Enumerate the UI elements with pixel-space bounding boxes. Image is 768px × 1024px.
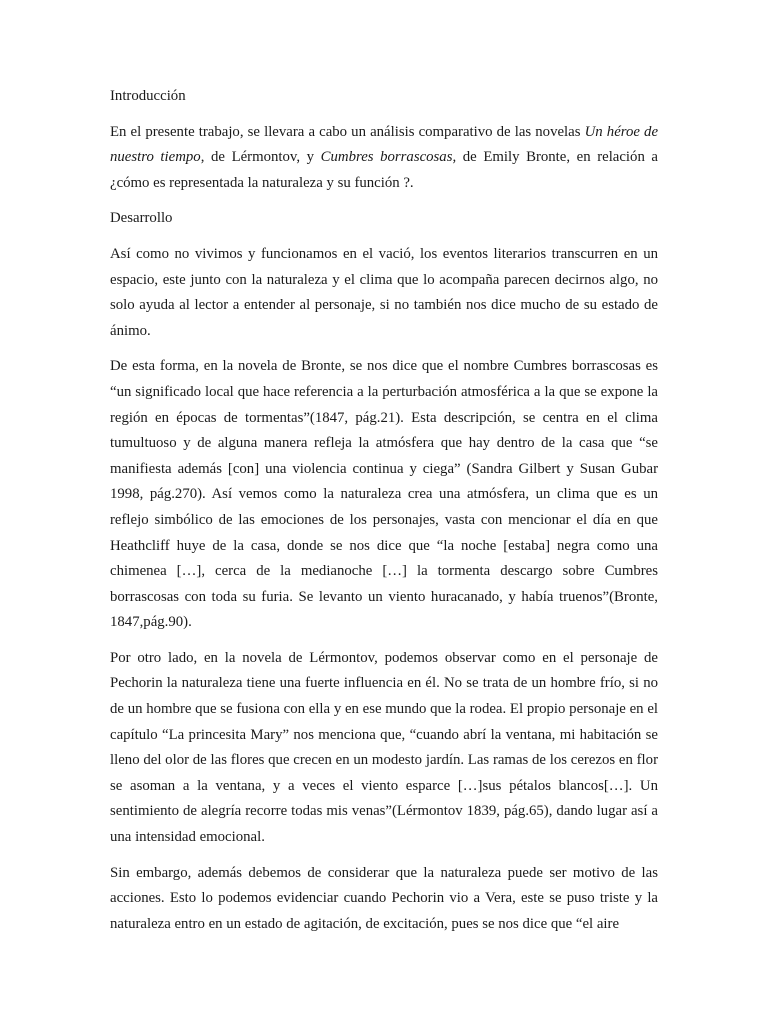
document-page: [110, 84, 658, 947]
body-paragraph-3: Por otro lado, en la novela de Lérmontov, podemos observar como en el personaje de Pechorin la naturaleza tiene una fuerte influencia en él. No se trata de un hombre frío, si no de un hombre que se fusiona con ella y en ese mundo que la rodea. El propio personaje en el capítulo “La princesita Mary” nos menciona que, “cuando abrí la ventana, mi habitación se lleno del olor de las flores que crecen en un modesto jardín. Las ramas de los cerezos en flor se asoman a la ventana, y a veces el viento esparce […]sus pétalos blancos[…]. Un sentimiento de alegría recorre todas mis venas”(Lérmontov 1839, pág.65), dando lugar así a una intensidad emocional.: [110, 649, 658, 846]
body-paragraph-1: Así como no vivimos y funcionamos en el vació, los eventos literarios transcurren en un espacio, este junto con la naturaleza y el clima que lo acompaña parecen decirnos algo, no solo ayuda al lector a entender al personaje, si no también nos dice mucho de su estado de ánimo.: [110, 245, 658, 339]
novel-title-heroe: Un héroe de nuestro tiempo: [110, 123, 659, 166]
intro-text-2: , de Lérmontov, y: [200, 149, 321, 166]
body-paragraph-2: De esta forma, en la novela de Bronte, se nos dice que el nombre Cumbres borrascosas es “un significado local que hace referencia a la perturbación atmosférica a la que se expone la región en épocas de tormentas”(1847, pág.21). Esta descripción, se centra en el clima tumultuoso y de alguna manera refleja la atmósfera que hay dentro de la casa que “se manifiesta además [con] una violencia continua y ciega” (Sandra Gilbert y Susan Gubar 1998, pág.270). Así vemos como la naturaleza crea una atmósfera, un clima que es un reflejo simbólico de las emociones de los personajes, vasta con mencionar el día en que Heathcliff huye de la casa, donde se nos dice que “la noche [estaba] negra como una chimenea […], cerca de la medianoche […] la tormenta descargo sobre Cumbres borrascosas con toda su furia. Se levanto un viento huracanado, y había truenos”(Bronte, 1847,pág.90).: [110, 358, 658, 631]
body-paragraph-4: Sin embargo, además debemos de considerar que la naturaleza puede ser motivo de las acciones. Esto lo podemos evidenciar cuando Pechorin vio a Vera, este se puso triste y la naturaleza entro en un estado de agitación, de excitación, pues se nos dice que “el aire: [110, 864, 658, 932]
heading-desarrollo: Desarrollo: [110, 210, 173, 227]
intro-text-1: En el presente trabajo, se llevara a cabo un análisis comparativo de las novelas: [110, 123, 585, 140]
intro-paragraph: [110, 120, 658, 197]
intro-text-3: de Emily Bronte, en relación a ¿cómo es representada la naturaleza y su función ?.: [110, 149, 658, 191]
heading-introduccion: Introducción: [110, 88, 186, 104]
novel-title-cumbres: Cumbres borrascosas,: [320, 149, 457, 166]
